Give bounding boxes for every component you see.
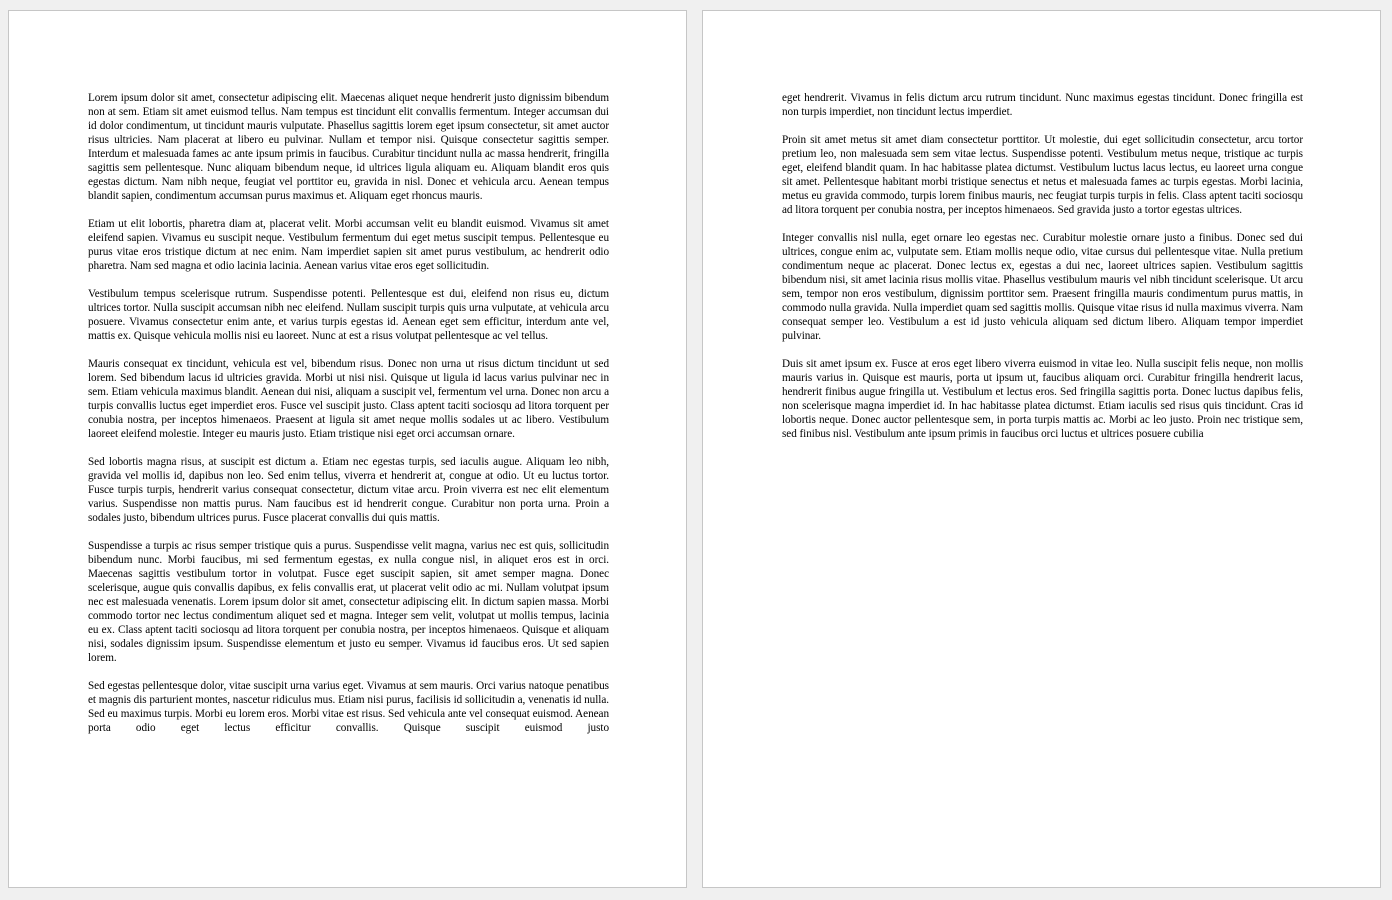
paragraph: Mauris consequat ex tincidunt, vehicula est vel, bibendum risus. Donec non urna ut risus dictum tincidunt ut sed lorem. Sed bibendum lacus id ultricies gravida. Morbi ut nisi nisi. Quisque ut ligula id lacus varius pulvinar nec in sem. Etiam vehicula maximus blandit. Aenean dui nisi, aliquam a suscipit vel, fermentum vel urna. Donec non arcu a turpis convallis luctus eget imperdiet eros. Fusce vel suscipit justo. Class aptent taciti sociosqu ad litora torquent per conubia nostra, per inceptos himenaeos. Praesent at ligula sit amet neque mollis sodales ut ac libero. Vestibulum laoreet eleifend molestie. Integer eu mauris justo. Etiam tristique nisi eget orci accumsan ornare. [88,358,609,440]
paragraph: Sed lobortis magna risus, at suscipit est dictum a. Etiam nec egestas turpis, sed iaculis augue. Aliquam leo nibh, gravida vel mollis id, dapibus non leo. Sed enim tellus, viverra et hendrerit at, congue at odio. Ut eu luctus tortor. Fusce turpis turpis, hendrerit varius consequat consectetur, dictum vitae arcu. Proin viverra est nec elit elementum varius. Suspendisse non mattis purus. Nam faucibus est id hendrerit congue. Curabitur non porta urna. Proin a sodales justo, bibendum ultrices purus. Fusce placerat convallis dui quis mattis. [88,456,609,524]
paragraph: Duis sit amet ipsum ex. Fusce at eros eget libero viverra euismod in vitae leo. Nulla suscipit felis neque, non mollis mauris varius in. Quisque est mauris, porta ut ipsum ut, faucibus aliquam orci. Curabitur fringilla hendrerit lacus, hendrerit finibus augue fringilla ut. Vestibulum et lectus eros. Sed fringilla sagittis porta. Donec luctus dapibus felis, non scelerisque magna imperdiet id. In hac habitasse platea dictumst. Etiam iaculis sed risus quis tincidunt. Cras id lobortis neque. Donec auctor pellentesque sem, in porta turpis mattis ac. Morbi ac leo justo. Proin nec tristique sem, sed finibus nisl. Vestibulum ante ipsum primis in faucibus orci luctus et ultrices posuere cubilia [782,358,1303,440]
paragraph-continuation: eget hendrerit. Vivamus in felis dictum arcu rutrum tincidunt. Nunc maximus egestas tincidunt. Donec fringilla est non turpis imperdiet, non tincidunt lectus imperdiet. [782,92,1303,118]
paragraph: Integer convallis nisl nulla, eget ornare leo egestas nec. Curabitur molestie ornare justo a finibus. Donec sed dui ultrices, congue enim ac, vulputate sem. Etiam mollis neque odio, vitae cursus dui pellentesque vitae. Nulla pretium condimentum neque ac placerat. Donec lectus ex, egestas a dui nec, laoreet ultrices sapien. Vestibulum sagittis bibendum nisi, sit amet lacinia risus mollis vitae. Phasellus vestibulum mauris vel nibh tincidunt scelerisque. Ut arcu sem, tempor non eros vestibulum, dignissim porttitor sem. Praesent fringilla mauris condimentum purus mattis, in commodo nulla gravida. Nulla imperdiet quam sed sagittis mollis. Quisque vitae risus id nulla maximus viverra. Nam consequat semper leo. Vestibulum a est id justo vehicula aliquam sed dictum libero. Aliquam tempor imperdiet pulvinar. [782,232,1303,342]
paragraph: Etiam ut elit lobortis, pharetra diam at, placerat velit. Morbi accumsan velit eu blandit euismod. Vivamus sit amet eleifend sapien. Vivamus eu suscipit neque. Vestibulum fermentum dui eget metus suscipit tempus. Pellentesque eu purus vitae eros tristique dictum at nec enim. Nam imperdiet sapien sit amet purus vestibulum, ac hendrerit odio pharetra. Nam sed magna et odio lacinia lacinia. Aenean varius vitae eros eget sollicitudin. [88,218,609,272]
page-body-text[interactable] [782,91,1303,455]
document-page-2[interactable] [702,10,1381,888]
page-body-text[interactable] [88,91,609,749]
paragraph-continued: Sed egestas pellentesque dolor, vitae suscipit urna varius eget. Vivamus at sem mauris. Orci varius natoque penatibus et magnis dis parturient montes, nascetur ridiculus mus. Etiam nisi purus, facilisis id sollicitudin a, venenatis id nulla. Sed eu maximus turpis. Morbi eu lorem eros. Morbi vitae est risus. Sed vehicula ante vel consequat euismod. Aenean porta odio eget lectus efficitur convallis. Quisque suscipit euismod justo [88,680,609,734]
document-page-1[interactable] [8,10,687,888]
paragraph: Lorem ipsum dolor sit amet, consectetur adipiscing elit. Maecenas aliquet neque hendrerit justo dignissim bibendum non at sem. Etiam sit amet euismod tellus. Nam tempus est tincidunt elit convallis fermentum. Integer accumsan dui id dolor condimentum, ut tincidunt mauris vulputate. Phasellus sagittis lorem eget ipsum consectetur, sit amet auctor risus ultricies. Nam placerat at libero eu pulvinar. Nullam et tempor nisi. Quisque consectetur sagittis semper. Interdum et malesuada fames ac ante ipsum primis in faucibus. Curabitur tincidunt nulla ac massa hendrerit, fringilla sagittis sem pellentesque. Nunc aliquam bibendum neque, id ultrices ligula aliquam eu. Aliquam blandit eros quis egestas dictum. Nam nibh neque, feugiat vel porttitor eu, gravida in nisl. Donec et vehicula arcu. Aenean tempus blandit sapien, condimentum accumsan purus maximus et. Aliquam eget rhoncus mauris. [88,92,609,202]
paragraph: Proin sit amet metus sit amet diam consectetur porttitor. Ut molestie, dui eget sollicitudin consectetur, arcu tortor pretium leo, non malesuada sem sem vitae lectus. Suspendisse potenti. Vestibulum metus neque, tristique ac turpis eget, eleifend blandit quam. In hac habitasse platea dictumst. Vestibulum luctus lacus lectus, eu laoreet urna congue sit amet. Pellentesque habitant morbi tristique senectus et netus et malesuada fames ac turpis egestas. Morbi lacinia, metus eu gravida commodo, turpis lorem finibus mauris, nec feugiat turpis turpis in felis. Class aptent taciti sociosqu ad litora torquent per conubia nostra, per inceptos himenaeos. Sed gravida justo a tortor egestas ultrices. [782,134,1303,216]
paragraph: Vestibulum tempus scelerisque rutrum. Suspendisse potenti. Pellentesque est dui, eleifend non risus eu, dictum ultrices tortor. Nulla suscipit accumsan nibh nec eleifend. Nullam suscipit turpis quis urna vulputate, at vehicula arcu posuere. Vivamus consectetur enim ante, et varius turpis egestas id. Aenean eget sem efficitur, interdum ante vel, mattis ex. Quisque vehicula mollis nisi eu laoreet. Nunc at est a risus volutpat pellentesque ac vel tellus. [88,288,609,342]
paragraph: Suspendisse a turpis ac risus semper tristique quis a purus. Suspendisse velit magna, varius nec est quis, sollicitudin bibendum nunc. Morbi faucibus, mi sed fermentum egestas, ex nulla congue nisl, in aliquet eros est in orci. Maecenas sagittis vestibulum tortor in volutpat. Fusce eget suscipit sapien, sit amet semper magna. Donec scelerisque, augue quis convallis dapibus, ex felis convallis erat, ut placerat velit odio ac mi. Nullam volutpat ipsum nec est malesuada venenatis. Lorem ipsum dolor sit amet, consectetur adipiscing elit. In dictum sapien massa. Morbi commodo tortor nec lectus condimentum aliquet sed et magna. Integer sem velit, volutpat ut mollis tempus, lacinia eu ex. Class aptent taciti sociosqu ad litora torquent per conubia nostra, per inceptos himenaeos. Quisque et aliquam nisi, sodales dignissim ipsum. Suspendisse elementum et justo eu semper. Vivamus id faucibus eros. Ut sed sapien lorem. [88,540,609,664]
